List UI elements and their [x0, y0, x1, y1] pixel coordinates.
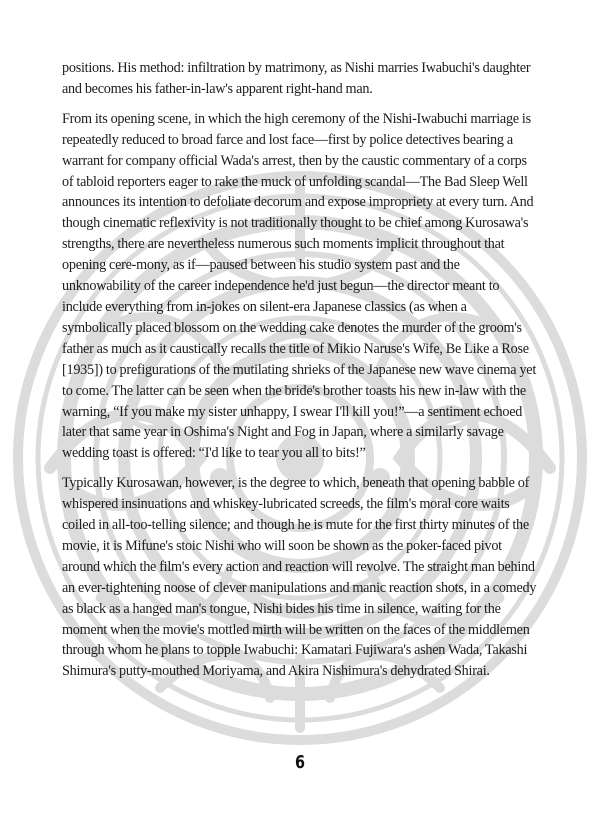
- paragraph-1: positions. His method: infiltration by matrimony, as Nishi marries Iwabuchi's daughter and becomes his father-in-law's apparent right-hand man.: [62, 60, 531, 97]
- body-text: [62, 58, 540, 691]
- page-number: 6: [294, 752, 306, 773]
- paragraph-3: Typically Kurosawan, however, is the degree to which, beneath that opening babble of whispered insinuations and whiskey-lubricated screeds, the film's moral core waits coiled in all-too-telling silence; and though he is mute for the first thirty minutes of the movie, it is Mifune's stoic Nishi who will soon be shown as the poker-faced pivot around which the film's every action and reaction will revolve. The straight man behind an ever-tightening noose of clever manipulations and manic reaction shots, in a comedy as black as a hanged man's tongue, Nishi bides his time in silence, waiting for the moment when the movie's mottled mirth will be written on the faces of the middlemen through whom he plans to topple Iwabuchi: Kamatari Fujiwara's ashen Wada, Takashi Shimura's putty-mouthed Moriyama, and Akira Nishimura's dehydrated Shirai.: [62, 475, 537, 680]
- paragraph-2: From its opening scene, in which the high ceremony of the Nishi-Iwabuchi marriage is repeatedly reduced to broad farce and lost face—first by police detectives bearing a warrant for company official Wada's arrest, then by the caustic commentary of a corps of tabloid reporters eager to rake the muck of unfolding scandal—The Bad Sleep Well announces its intention to defoliate decorum and expose impropriety at every turn. And though cinematic reflexivity is not traditionally thought to be chief among Kurosawa's strengths, there are nevertheless numerous such moments implicit throughout that opening cere-mony, as if—paused between his studio system past and the unknowability of the career independence he'd just begun—the director meant to include everything from in-jokes on silent-era Japanese classics (as when a symbolically placed blossom on the wedding cake denotes the murder of the groom's father as much as it caustically recalls the title of Mikio Naruse's Wife, Be Like a Rose [1935]) to prefigurations of the mutilating shrieks of the Japanese new wave cinema yet to come. The latter can be seen when the bride's brother toasts his new in-law with the warning, “If you make my sister unhappy, I swear I'll kill you!”—a sentiment echoed later that same year in Oshima's Night and Fog in Japan, where a similarly savage wedding toast is offered: “I'd like to tear you all to bits!”: [62, 110, 537, 462]
